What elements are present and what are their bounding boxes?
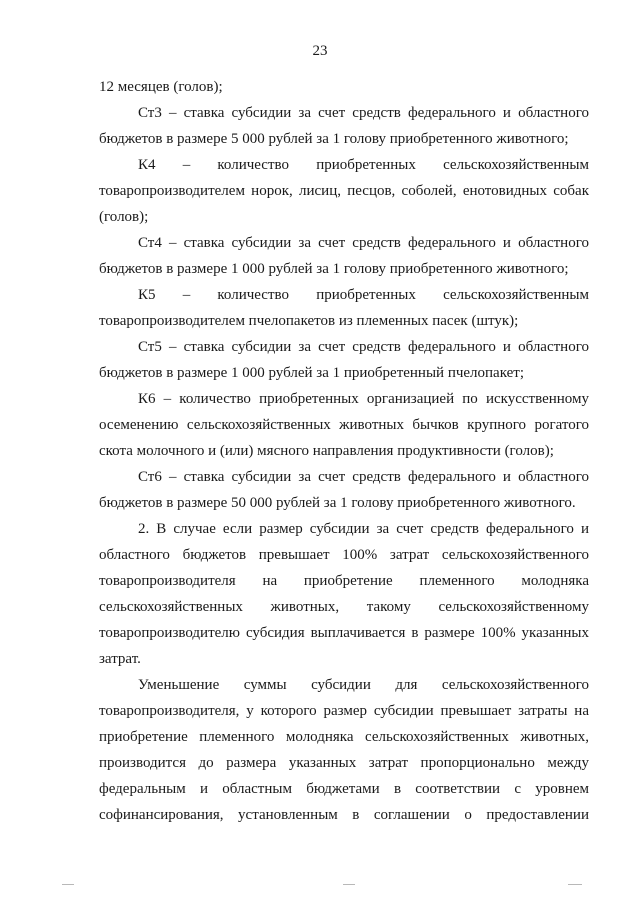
text-line: приобретение племенного молодняка сельскохозяйственных животных, [99, 729, 589, 745]
text-line: (голов); [99, 209, 149, 225]
text-line: 2. В случае если размер субсидии за счет средств федерального и [138, 521, 589, 537]
text-line: К4 – количество приобретенных сельскохозяйственным [138, 157, 589, 173]
scan-artifact [568, 884, 582, 885]
text-line: осеменению сельскохозяйственных животных бычков крупного рогатого [99, 417, 589, 433]
page-number: 23 [312, 43, 328, 59]
text-line: производится до размера указанных затрат пропорционально между [99, 755, 589, 771]
text-line: Ст3 – ставка субсидии за счет средств федерального и областного [138, 105, 589, 121]
text-line: товаропроизводителю субсидия выплачивается в размере 100% указанных [99, 625, 589, 641]
text-line: софинансирования, установленным в соглашении о предоставлении [99, 807, 589, 823]
text-line: бюджетов в размере 50 000 рублей за 1 голову приобретенного животного. [99, 495, 576, 511]
scan-artifact [62, 884, 74, 885]
text-line: сельскохозяйственных животных, такому сельскохозяйственному [99, 599, 589, 615]
text-line: К6 – количество приобретенных организацией по искусственному [138, 391, 589, 407]
text-line: федеральным и областным бюджетами в соответствии с уровнем [99, 781, 589, 797]
text-line: товаропроизводителя, у которого размер субсидии превышает затраты на [99, 703, 589, 719]
text-line: бюджетов в размере 1 000 рублей за 1 приобретенный пчелопакет; [99, 365, 525, 381]
text-line: областного бюджетов превышает 100% затрат сельскохозяйственного [99, 547, 589, 563]
text-line: товаропроизводителем пчелопакетов из племенных пасек (штук); [99, 313, 519, 329]
text-line: бюджетов в размере 1 000 рублей за 1 голову приобретенного животного; [99, 261, 569, 277]
text-line: 12 месяцев (голов); [99, 79, 223, 95]
text-line: К5 – количество приобретенных сельскохозяйственным [138, 287, 589, 303]
text-line: скота молочного и (или) мясного направления продуктивности (голов); [99, 443, 554, 459]
text-line: Ст4 – ставка субсидии за счет средств федерального и областного [138, 235, 589, 251]
text-line: товаропроизводителя на приобретение племенного молодняка [99, 573, 589, 589]
text-line: Уменьшение суммы субсидии для сельскохозяйственного [138, 677, 589, 693]
text-line: Ст6 – ставка субсидии за счет средств федерального и областного [138, 469, 589, 485]
body-text [99, 74, 589, 828]
text-line: товаропроизводителем норок, лисиц, песцов, соболей, енотовидных собак [99, 183, 589, 199]
text-line: затрат. [99, 651, 141, 667]
scan-artifact [343, 884, 355, 885]
text-line: бюджетов в размере 5 000 рублей за 1 голову приобретенного животного; [99, 131, 569, 147]
text-line: Ст5 – ставка субсидии за счет средств федерального и областного [138, 339, 589, 355]
